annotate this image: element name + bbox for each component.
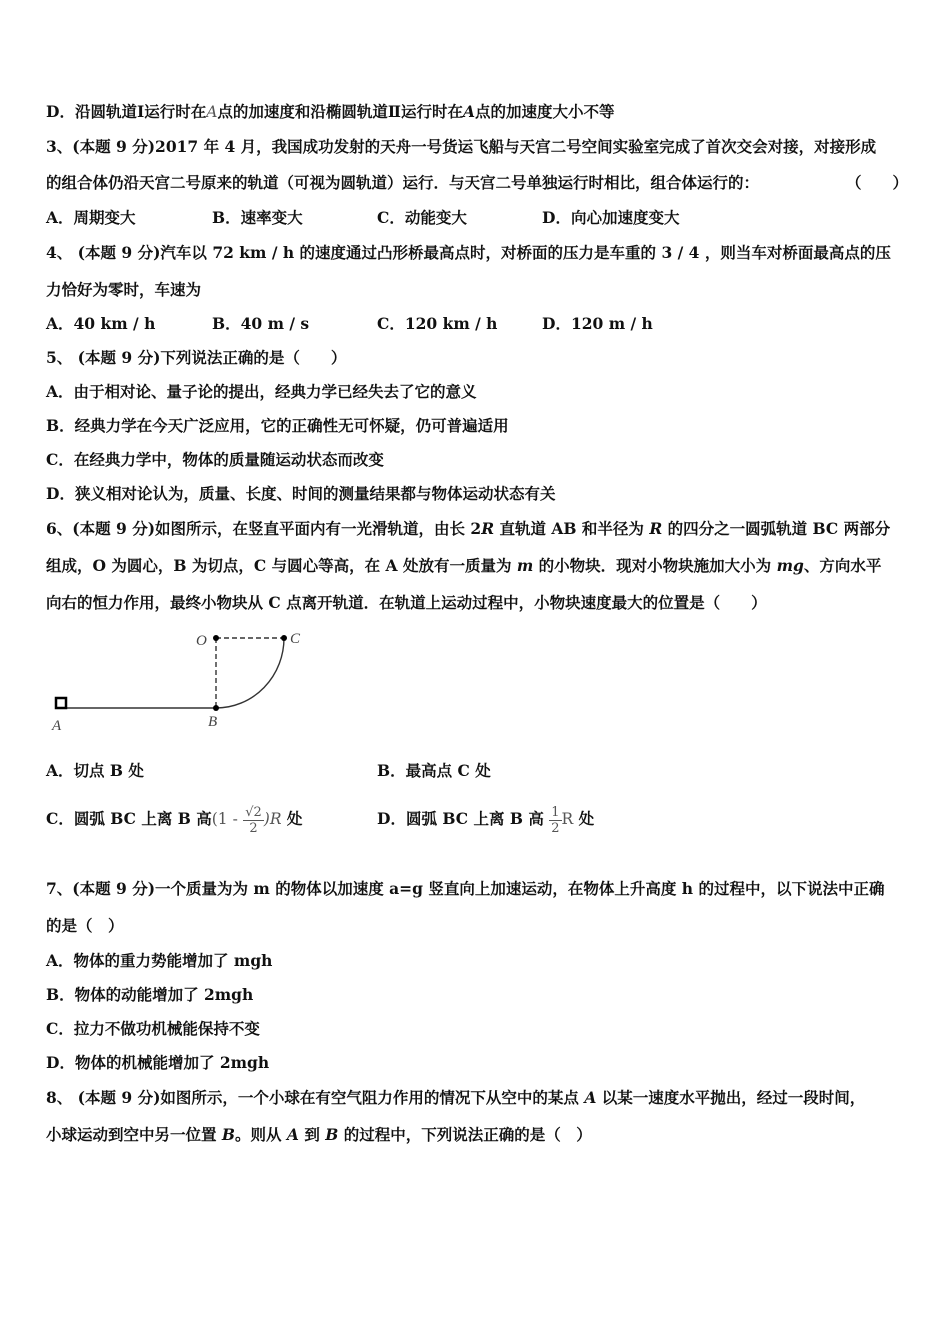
- q8-stem-line1: 8、 (本题 9 分)如图所示，一个小球在有空气阻力作用的情况下从空中的某点 A 以某一速度水平抛出，经过一段时间，: [46, 1088, 866, 1107]
- q7-option-a: A．物体的重力势能增加了 mgh: [46, 951, 273, 970]
- arc-bc: [216, 638, 284, 708]
- label-o: O: [196, 633, 207, 649]
- point-c: [281, 635, 287, 641]
- q6-stem-line2: 组成，O 为圆心，B 为切点，C 与圆心等高，在 A 处放有一质量为 m 的小物块．现对小物块施加大小为 mg、方向水平: [46, 556, 882, 575]
- q3-answer-bracket: （ ）: [846, 173, 909, 192]
- label-a: A: [52, 718, 62, 734]
- q4-option-a: A．40 km / h: [46, 314, 156, 333]
- q4-stem-line1: 4、 (本题 9 分)汽车以 72 km / h 的速度通过凸形桥最高点时，对桥面的压力是车重的 3 / 4 ，则当车对桥面最高点的压: [46, 243, 891, 262]
- q3-option-a: A．周期变大: [46, 208, 136, 227]
- point-o: [213, 635, 219, 641]
- q5-option-a: A．由于相对论、量子论的提出，经典力学已经失去了它的意义: [46, 382, 477, 401]
- one-half-fraction: $\frac{1}{2}$: [551, 804, 560, 836]
- small-block: [56, 698, 66, 708]
- label-b: B: [208, 714, 218, 730]
- sqrt2-over-2-fraction: $\frac{√2}{2}$: [245, 804, 262, 836]
- q5-option-c: C．在经典力学中，物体的质量随运动状态而改变: [46, 450, 384, 469]
- q8-stem-line2: 小球运动到空中另一位置 B。则从 A 到 B 的过程中，下列说法正确的是（ ）: [46, 1125, 592, 1144]
- label-c: C: [290, 631, 301, 647]
- q5-stem: 5、 (本题 9 分)下列说法正确的是（ ）: [46, 348, 347, 367]
- q4-option-c: C．120 km / h: [377, 314, 498, 333]
- q5-option-d: D．狭义相对论认为，质量、长度、时间的测量结果都与物体运动状态有关: [46, 484, 556, 503]
- q3-stem-line1: 3、(本题 9 分)2017 年 4 月，我国成功发射的天舟一号货运飞船与天宫二号空间实验室完成了首次交会对接，对接形成: [46, 137, 877, 156]
- q3-option-b: B．速率变大: [212, 208, 303, 227]
- q6-option-c: C．圆弧 BC 上离 B 高(1 - $\frac{√2}{2}$ )R 处: [46, 804, 303, 836]
- q4-option-d: D．120 m / h: [542, 314, 653, 333]
- q3-stem-line2: 的组合体仍沿天宫二号原来的轨道（可视为圆轨道）运行．与天宫二号单独运行时相比，组合体运行的：: [46, 173, 760, 192]
- point-b: [213, 705, 219, 711]
- q7-option-d: D．物体的机械能增加了 2mgh: [46, 1053, 270, 1072]
- q2-option-d: D．沿圆轨道Ⅰ运行时在A点的加速度和沿椭圆轨道Ⅱ运行时在A点的加速度大小不等: [46, 102, 615, 121]
- q6-option-d: D．圆弧 BC 上离 B 高 $\frac{1}{2}$ R 处: [377, 804, 595, 836]
- q7-option-c: C．拉力不做功机械能保持不变: [46, 1019, 260, 1038]
- q5-option-b: B．经典力学在今天广泛应用，它的正确性无可怀疑，仍可普遍适用: [46, 416, 509, 435]
- q7-option-b: B．物体的动能增加了 2mgh: [46, 985, 254, 1004]
- q3-option-c: C．动能变大: [377, 208, 467, 227]
- q6-stem-line3: 向右的恒力作用，最终小物块从 C 点离开轨道．在轨道上运动过程中，小物块速度最大的位置是（ ）: [46, 593, 767, 612]
- q4-option-b: B．40 m / s: [212, 314, 310, 333]
- q6-option-a: A．切点 B 处: [46, 761, 144, 780]
- q7-stem-line2: 的是（ ）: [46, 916, 124, 935]
- q7-stem-line1: 7、(本题 9 分)一个质量为为 m 的物体以加速度 a=g 竖直向上加速运动，在物体上升高度 h 的过程中，以下说法中正确: [46, 879, 885, 898]
- q6-track-diagram: [48, 628, 318, 738]
- q4-stem-line2: 力恰好为零时，车速为: [46, 280, 202, 299]
- q6-stem-line1: 6、(本题 9 分)如图所示，在竖直平面内有一光滑轨道，由长 2R 直轨道 AB 和半径为 R 的四分之一圆弧轨道 BC 两部分: [46, 519, 891, 538]
- q3-option-d: D．向心加速度变大: [542, 208, 680, 227]
- q6-option-b: B．最高点 C 处: [377, 761, 491, 780]
